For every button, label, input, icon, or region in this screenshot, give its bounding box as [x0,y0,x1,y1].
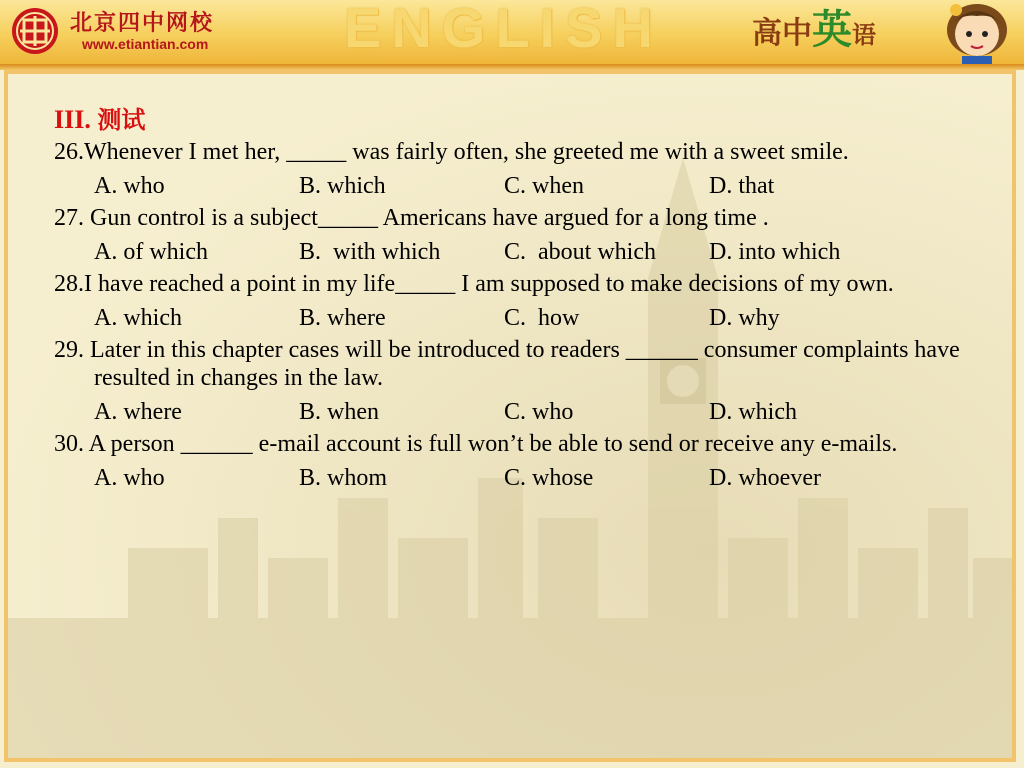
option-d: D. whoever [709,465,821,491]
option-c: C. how [504,305,580,331]
banner-english-word: ENGLISH [344,0,663,59]
option-c: C. whose [504,465,594,491]
question-30 [54,430,984,492]
option-a: A. who [94,465,165,491]
option-c: C. about which [504,239,656,265]
question-28 [54,270,984,332]
section-title [54,106,984,134]
option-a: A. where [94,399,182,425]
option-d: D. into which [709,239,841,265]
answer-options [54,464,984,492]
question-29 [54,336,984,426]
cartoon-mascot-icon [934,0,1020,64]
answer-options [54,172,984,200]
option-a: A. which [94,305,182,331]
question-27 [54,204,984,266]
question-26 [54,138,984,200]
question-text: 27. Gun control is a subject_____ Americans have argued for a long time . [54,205,769,231]
quiz-content [54,106,984,496]
question-text: 26.Whenever I met her, _____ was fairly often, she greeted me with a sweet smile. [54,139,849,165]
option-b: B. which [299,173,386,199]
section-number: III. [54,105,91,134]
option-d: D. which [709,399,797,425]
logo-school-name: 北京四中网校 [70,10,215,36]
school-logo-icon [10,6,60,56]
option-d: D. that [709,173,775,199]
question-text: 29. Later in this chapter cases will be introduced to readers ______ consumer complaints have resulted in changes in the law. [54,337,960,391]
option-a: A. of which [94,239,208,265]
header-banner [0,0,1024,64]
option-c: C. when [504,173,584,199]
section-heading: 测试 [97,106,146,134]
answer-options [54,398,984,426]
option-b: B. whom [299,465,388,491]
answer-options [54,238,984,266]
option-a: A. who [94,173,165,199]
question-text: 28.I have reached a point in my life_____ I am supposed to make decisions of my own. [54,271,894,297]
slide-body [4,70,1016,762]
option-c: C. who [504,399,574,425]
banner-subject-char-2: 语 [852,20,876,49]
banner-subject [752,6,876,55]
option-b: B. where [299,305,386,331]
answer-options [54,304,984,332]
banner-subject-char: 英 [812,6,852,53]
option-d: D. why [709,305,780,331]
banner-level: 高中 [752,16,812,51]
question-text: 30. A person ______ e-mail account is full won’t be able to send or receive any e-mails. [54,431,898,457]
option-b: B. when [299,399,379,425]
logo-url: www.etiantian.com [82,36,209,52]
option-b: B. with which [299,239,441,265]
